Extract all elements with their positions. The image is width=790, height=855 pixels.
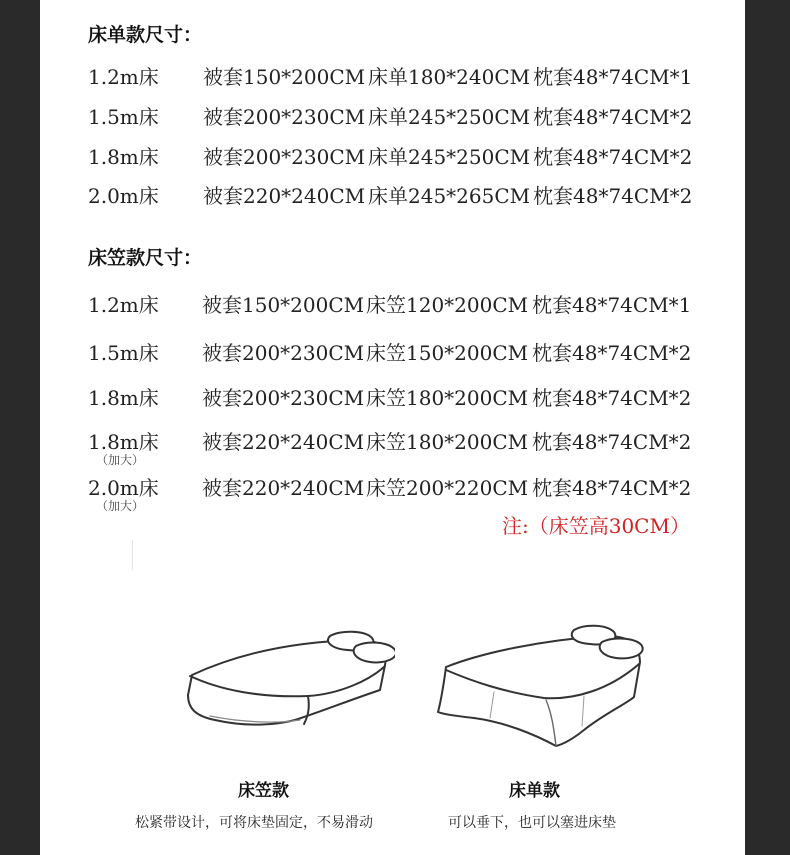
fitted-height-note: 注:（床笠高30CM） [502,514,690,538]
bed-size: 1.8m床 [88,430,159,454]
duvet-size: 被套200*230CM [202,341,365,365]
pillow-size: 枕套48*74CM*2 [532,341,692,365]
fitted-sheet-size: 床笠120*200CM [366,293,529,317]
duvet-size: 被套220*240CM [202,430,365,454]
pillow-size: 枕套48*74CM*2 [533,105,693,129]
content-panel [40,0,745,855]
duvet-size: 被套150*200CM [203,65,366,89]
fitted-sheet-size: 床笠150*200CM [366,341,529,365]
oversize-label: （加大） [96,453,145,467]
sheet-size: 床单245*250CM [368,105,531,129]
duvet-size: 被套200*230CM [203,145,366,169]
pillow-size: 枕套48*74CM*1 [532,293,692,317]
sheet-section-title: 床单款尺寸： [88,24,203,46]
bed-size: 2.0m床 [88,476,159,500]
pillow-size: 枕套48*74CM*1 [533,65,693,89]
fitted-sheet-size: 床笠200*220CM [366,476,529,500]
pillow-size: 枕套48*74CM*2 [532,476,692,500]
bed-size: 1.8m床 [88,386,159,410]
fitted-sheet-size: 床笠180*200CM [366,386,529,410]
divider [132,540,133,570]
fitted-style-title: 床笠款 [238,781,289,801]
duvet-size: 被套220*240CM [203,184,366,208]
duvet-size: 被套220*240CM [202,476,365,500]
sheet-size: 床单245*250CM [368,145,531,169]
fitted-section-title: 床笠款尺寸： [88,247,203,269]
flat-style-title: 床单款 [509,781,560,801]
fitted-style-desc: 松紧带设计，可将床垫固定，不易滑动 [135,815,373,831]
pillow-size: 枕套48*74CM*2 [533,184,693,208]
duvet-size: 被套200*230CM [203,105,366,129]
sheet-size: 床单180*240CM [368,65,531,89]
bed-size: 1.5m床 [88,105,159,129]
fitted-sheet-size: 床笠180*200CM [366,430,529,454]
pillow-size: 枕套48*74CM*2 [532,430,692,454]
bed-size: 2.0m床 [88,184,159,208]
fitted-sheet-bed-icon [180,620,395,745]
sheet-size: 床单245*265CM [368,184,531,208]
bed-size: 1.8m床 [88,145,159,169]
bed-size: 1.2m床 [88,65,159,89]
bed-size: 1.2m床 [88,293,159,317]
oversize-label: （加大） [96,499,145,513]
flat-style-desc: 可以垂下，也可以塞进床垫 [448,815,616,831]
duvet-size: 被套150*200CM [202,293,365,317]
duvet-size: 被套200*230CM [202,386,365,410]
bed-size: 1.5m床 [88,341,159,365]
pillow-size: 枕套48*74CM*2 [532,386,692,410]
flat-sheet-bed-icon [434,622,654,752]
pillow-size: 枕套48*74CM*2 [533,145,693,169]
